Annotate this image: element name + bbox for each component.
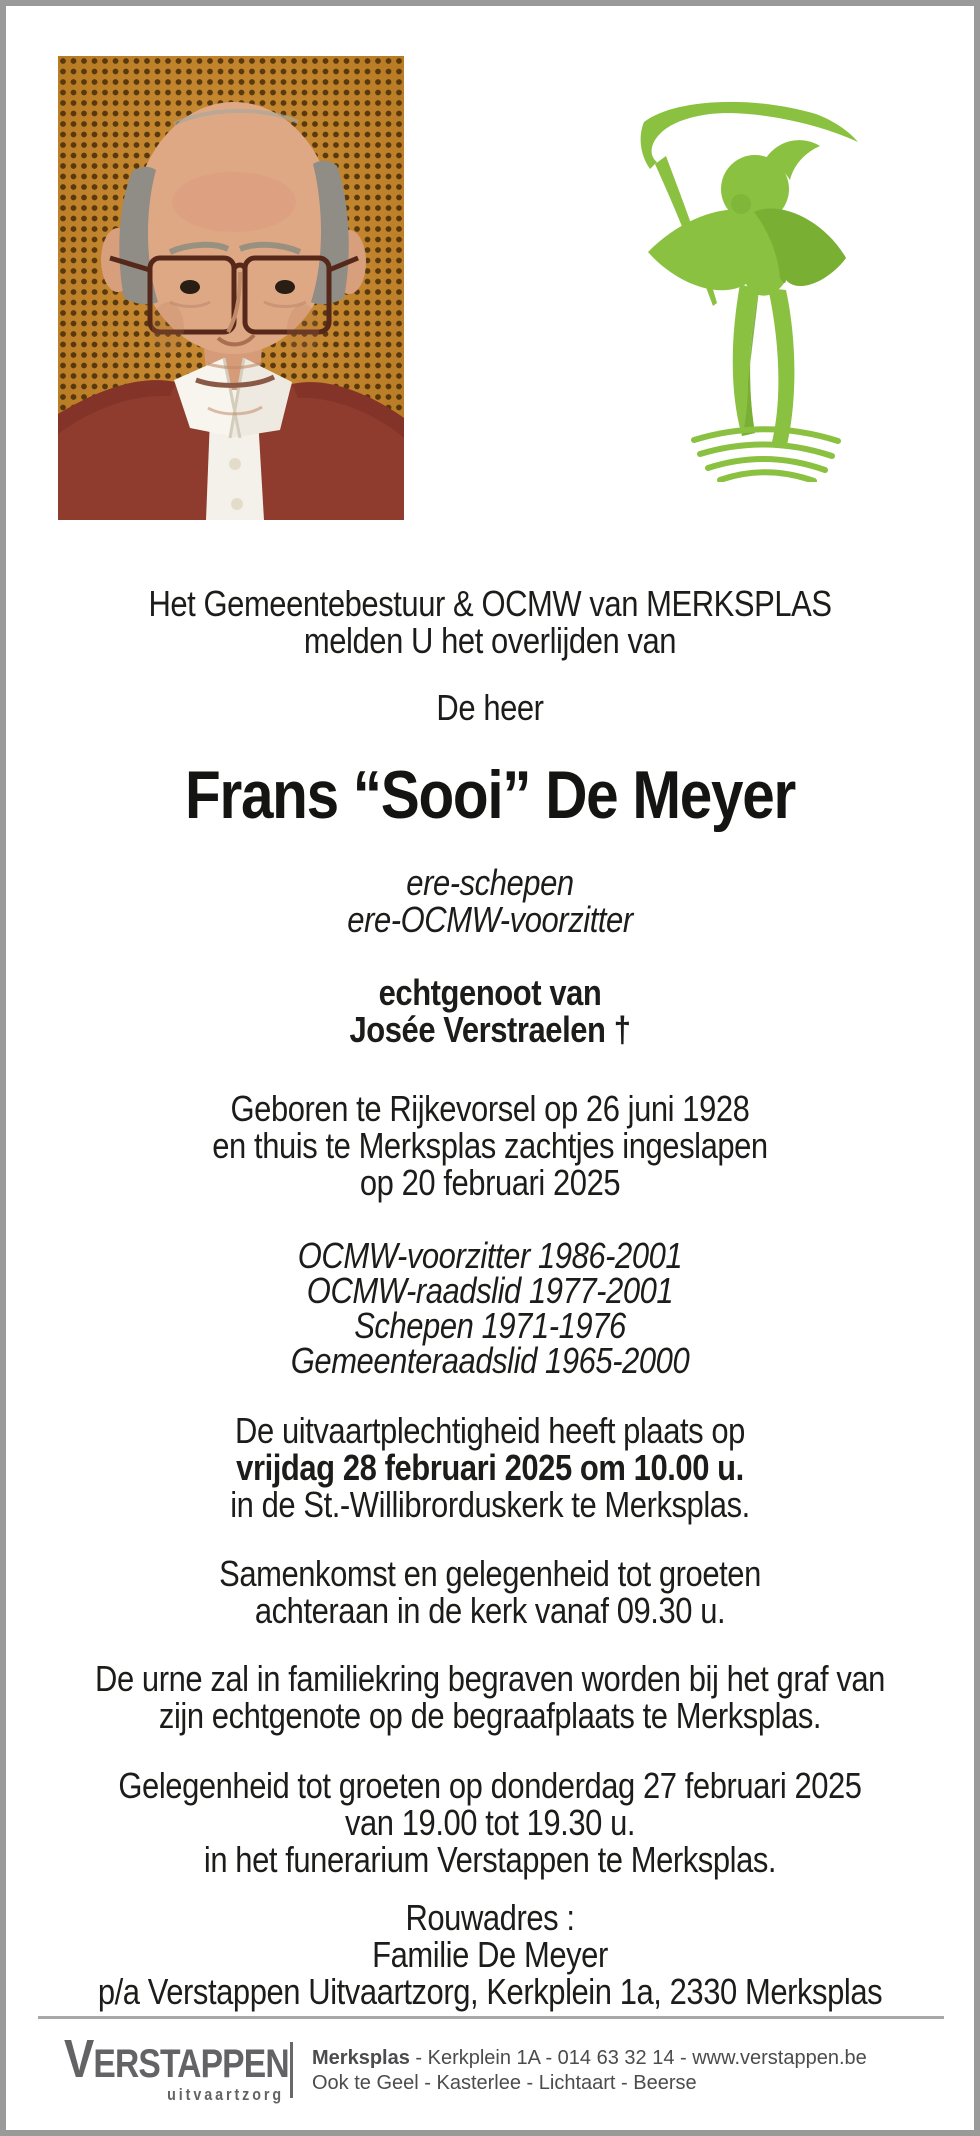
gathering-line-2: achteraan in de kerk vanaf 09.30 u. <box>254 1590 726 1631</box>
verstappen-wordmark <box>64 2029 289 2089</box>
mourning-address-family: Familie De Meyer <box>372 1934 608 1975</box>
career-line-3: Schepen 1971-1976 <box>354 1305 626 1346</box>
merksplas-mascot-logo <box>628 92 860 482</box>
footer-divider <box>38 2016 944 2019</box>
death-line-1: en thuis te Merksplas zachtjes ingeslapen <box>212 1125 768 1166</box>
spouse-block <box>0 974 980 1048</box>
footer-vertical-divider <box>290 2042 293 2098</box>
verstappen-initial: V <box>64 2029 94 2089</box>
burial-line-1: De urne zal in familiekring begraven worden bij het graf van <box>95 1658 885 1699</box>
spouse-name: Josée Verstraelen † <box>349 1009 631 1050</box>
footer-office-details: - Kerkplein 1A - 014 63 32 14 - www.verstappen.be <box>409 2047 867 2069</box>
mourning-address-block <box>0 1899 980 2010</box>
honorific-1: ere-schepen <box>406 862 574 903</box>
burial-line-2: zijn echtgenote op de begraafplaats te Merksplas. <box>158 1695 822 1736</box>
career-block <box>0 1235 980 1381</box>
footer-contact-line <box>312 2046 867 2071</box>
service-location: in de St.-Willibrorduskerk te Merksplas. <box>230 1484 750 1525</box>
career-line-1: OCMW-voorzitter 1986-2001 <box>297 1235 683 1276</box>
career-line-4: Gemeenteraadslid 1965-2000 <box>290 1340 690 1381</box>
mourning-address-label: Rouwadres : <box>405 1897 575 1938</box>
visitation-line-1: Gelegenheid tot groeten op donderdag 27 februari 2025 <box>118 1765 862 1806</box>
footer-locations-line: Ook te Geel - Kasterlee - Lichtaart - Beerse <box>312 2072 697 2094</box>
service-line-1: De uitvaartplechtigheid heeft plaats op <box>235 1410 745 1451</box>
mascot-icon <box>628 92 860 482</box>
intro-block <box>0 585 980 659</box>
salutation: De heer <box>436 687 544 728</box>
deceased-name: Frans “Sooi” De Meyer <box>185 757 795 833</box>
verstappen-rest: ERSTAPPEN <box>93 2042 289 2086</box>
gathering-line-1: Samenkomst en gelegenheid tot groeten <box>219 1553 761 1594</box>
portrait-photo-image <box>58 56 404 520</box>
verstappen-logo <box>64 2029 289 2105</box>
visitation-block <box>0 1767 980 1878</box>
burial-block <box>0 1660 980 1734</box>
gathering-block <box>0 1555 980 1629</box>
announcement-text <box>0 585 980 2010</box>
honorifics-block <box>0 864 980 938</box>
service-date: vrijdag 28 februari 2025 om 10.00 u. <box>236 1447 744 1488</box>
life-dates-block <box>0 1090 980 1201</box>
death-line-2: op 20 februari 2025 <box>359 1162 621 1203</box>
verstappen-subtitle: uitvaartzorg <box>167 2085 285 2104</box>
honorific-2: ere-OCMW-voorzitter <box>347 899 633 940</box>
portrait-photo <box>58 56 404 520</box>
mourning-address-street: p/a Verstappen Uitvaartzorg, Kerkplein 1a, 2330 Merksplas <box>97 1971 883 2012</box>
visitation-line-3: in het funerarium Verstappen te Merksplas. <box>203 1839 777 1880</box>
intro-line-2: melden U het overlijden van <box>303 620 677 661</box>
spouse-intro: echtgenoot van <box>378 972 602 1013</box>
intro-line-1: Het Gemeentebestuur & OCMW van MERKSPLAS <box>148 583 832 624</box>
funeral-service-block <box>0 1412 980 1523</box>
footer-office-name: Merksplas <box>312 2047 410 2069</box>
career-line-2: OCMW-raadslid 1977-2001 <box>306 1270 674 1311</box>
footer-contact <box>312 2046 867 2096</box>
visitation-line-2: van 19.00 tot 19.30 u. <box>344 1802 636 1843</box>
birth-line: Geboren te Rijkevorsel op 26 juni 1928 <box>230 1088 750 1129</box>
